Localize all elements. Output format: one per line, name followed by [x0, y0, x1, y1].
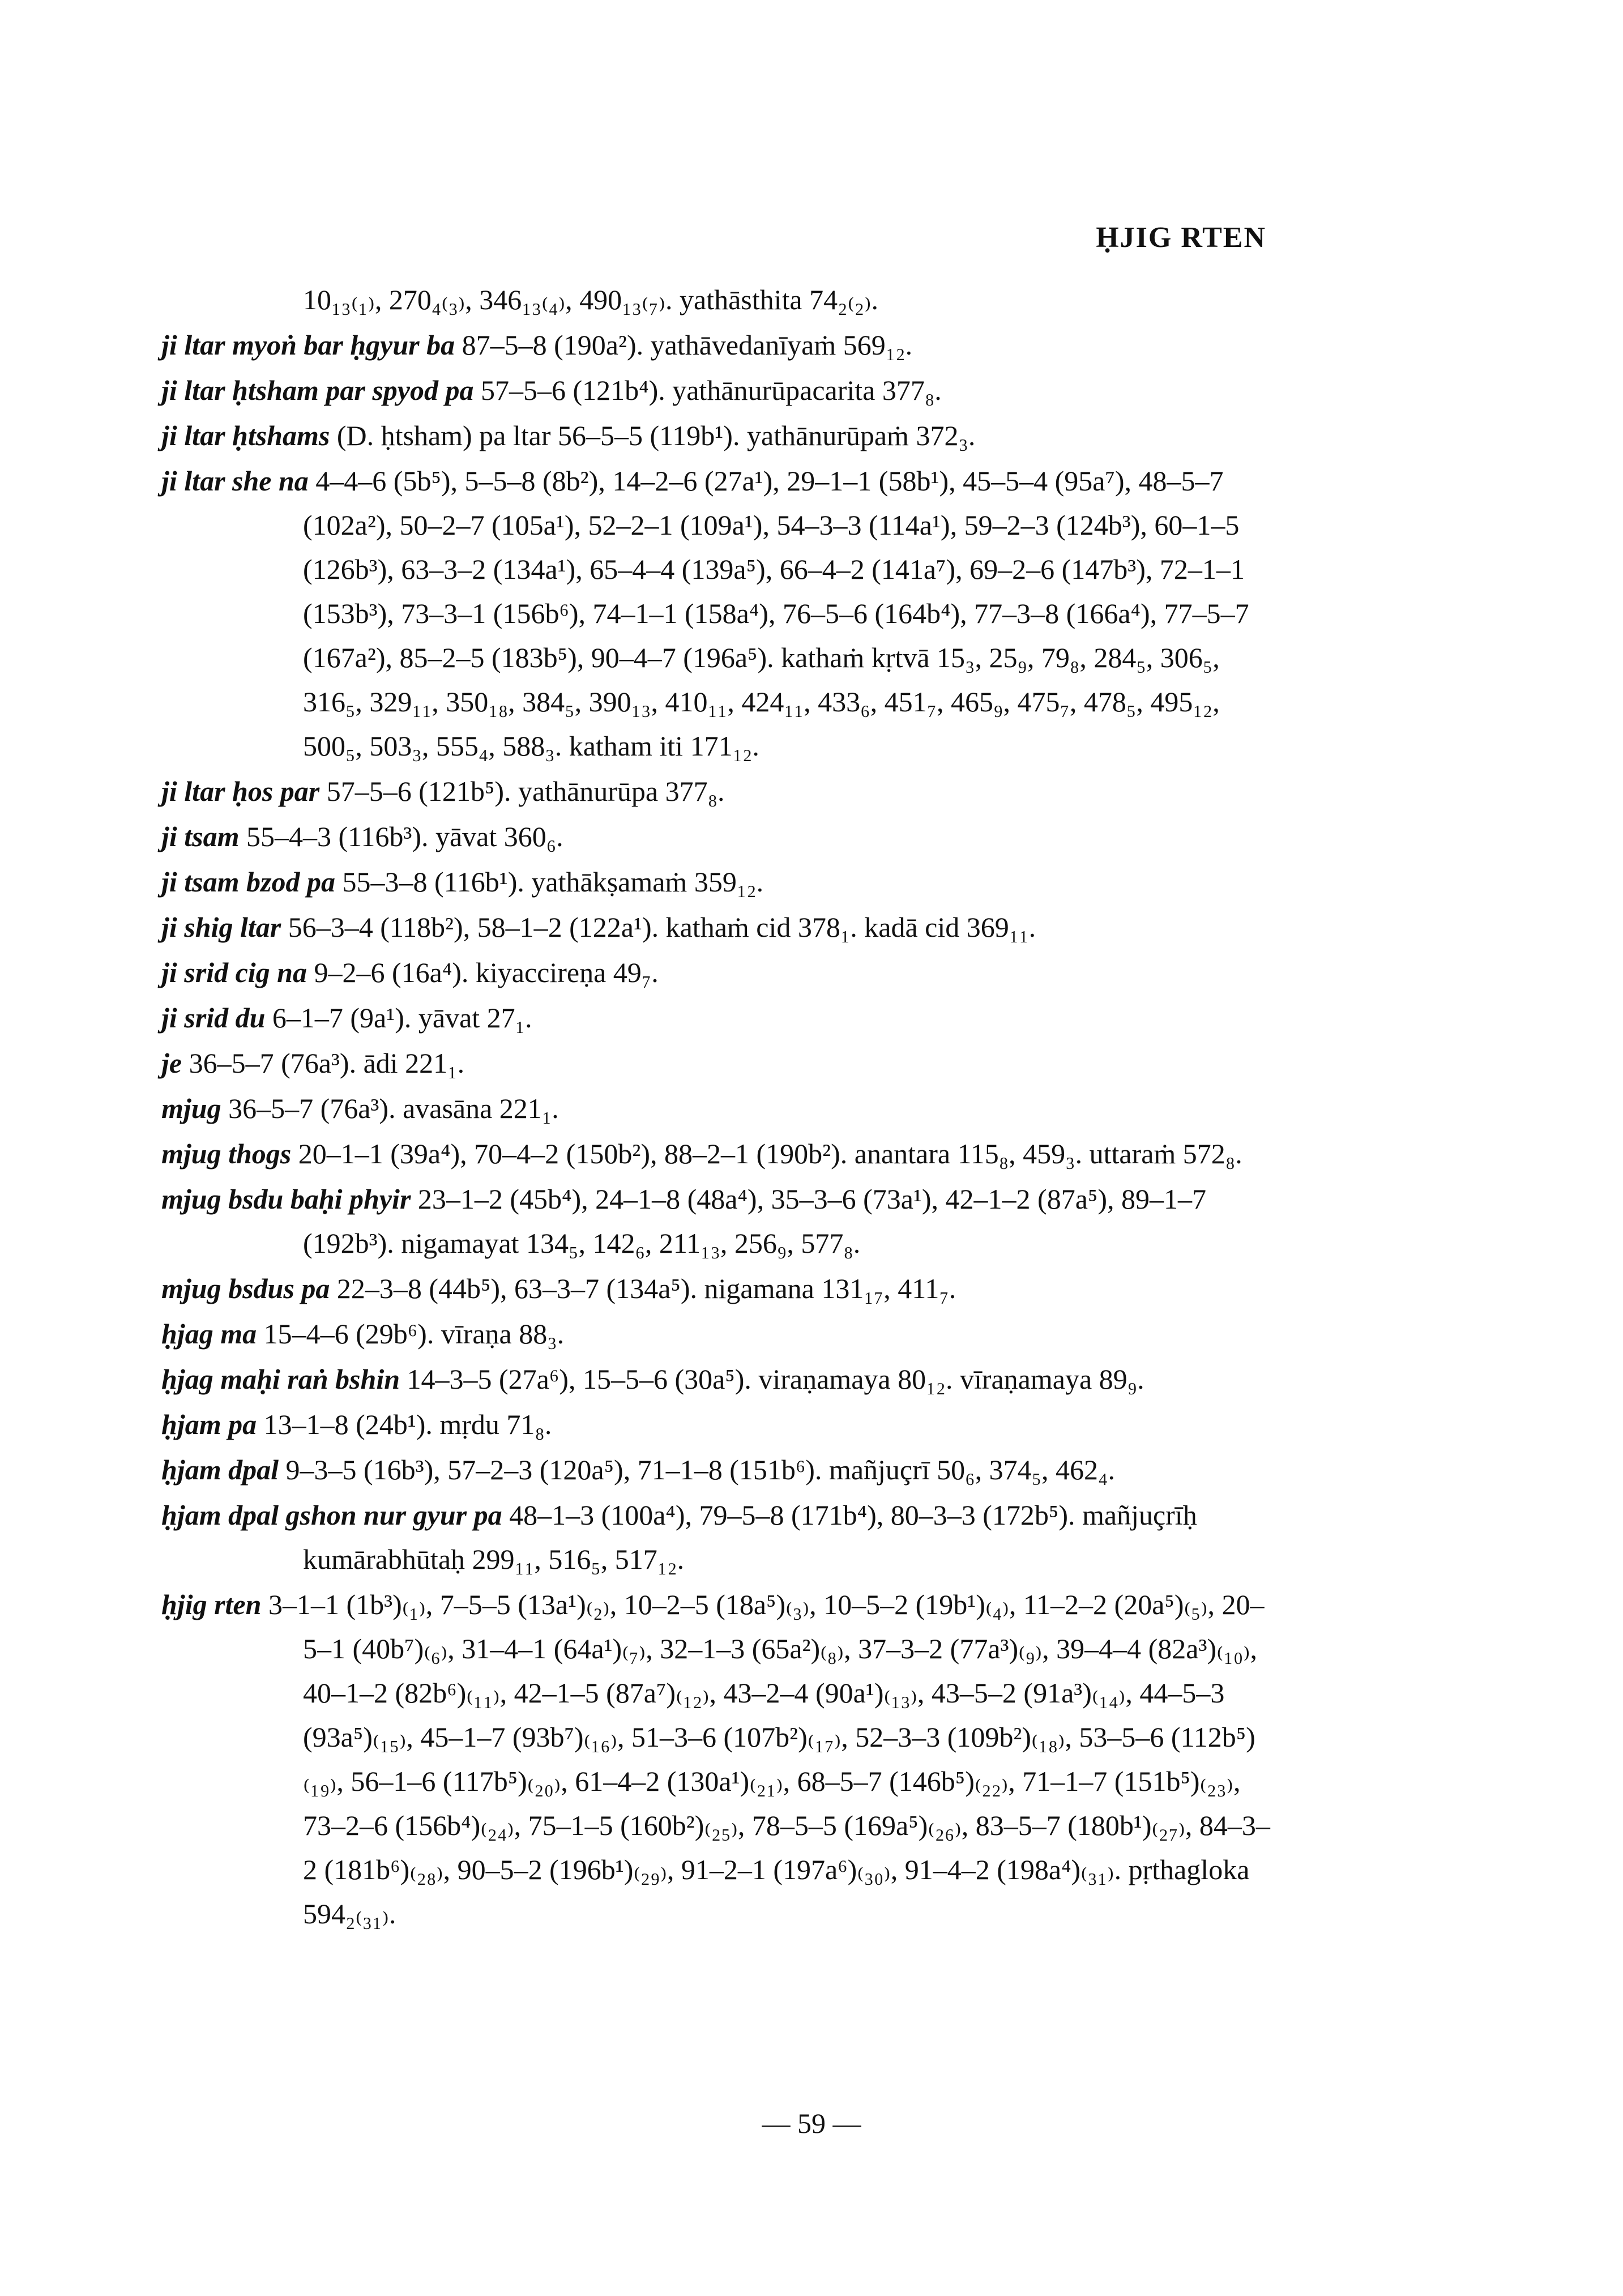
headword: ji srid du: [161, 1002, 266, 1034]
headword: mjug: [161, 1092, 221, 1124]
headword: je: [161, 1047, 182, 1079]
entry-text: 48–1–3 (100a⁴), 79–5–8 (171b⁴), 80–3–3 (172b⁵). mañjuçrīḥ kumārabhūtaḥ 299₁₁, 516₅, 517₁₂.: [303, 1499, 1197, 1575]
glossary-entry: [161, 1177, 1280, 1265]
running-head: ḤJIG RTEN: [1096, 221, 1266, 254]
headword: mjug thogs: [161, 1138, 292, 1170]
headword: ḥjig rten: [161, 1589, 262, 1620]
glossary-entry: [161, 1312, 1280, 1356]
entry-text: 3–1–1 (1b³)₍₁₎, 7–5–5 (13a¹)₍₂₎, 10–2–5 (18a⁵)₍₃₎, 10–5–2 (19b¹)₍₄₎, 11–2–2 (20a⁵)₍₅₎, 20–5–1 (40b⁷)₍₆₎, 31–4–1 (64a¹)₍₇₎, 32–1–3 (65a²)₍₈₎, 37–3–2 (77a³)₍₉₎, 39–4–4 (82a³)₍₁₀₎, 40–1–2 (82b⁶)₍₁₁₎, 42–1–5 (87a⁷)₍₁₂₎, 43–2–4 (90a¹)₍₁₃₎, 43–5–2 (91a³)₍₁₄₎, 44–5–3 (93a⁵)₍₁₅₎, 45–1–7 (93b⁷)₍₁₆₎, 51–3–6 (107b²)₍₁₇₎, 52–3–3 (109b²)₍₁₈₎, 53–5–6 (112b⁵)₍₁₉₎, 56–1–6 (117b⁵)₍₂₀₎, 61–4–2 (130a¹)₍₂₁₎, 68–5–7 (146b⁵)₍₂₂₎, 71–1–7 (151b⁵)₍₂₃₎, 73–2–6 (156b⁴)₍₂₄₎, 75–1–5 (160b²)₍₂₅₎, 78–5–5 (169a⁵)₍₂₆₎, 83–5–7 (180b¹)₍₂₇₎, 84–3–2 (181b⁶)₍₂₈₎, 90–5–2 (196b¹)₍₂₉₎, 91–2–1 (197a⁶)₍₃₀₎, 91–4–2 (198a⁴)₍₃₁₎. pṛthagloka 594₂₍₃₁₎.: [268, 1589, 1270, 1930]
headword: ji ltar ḥos par: [161, 775, 320, 807]
entry-text: 14–3–5 (27a⁶), 15–5–6 (30a⁵). viraṇamaya 80₁₂. vīraṇamaya 89₉.: [407, 1363, 1144, 1395]
entry-text: 22–3–8 (44b⁵), 63–3–7 (134a⁵). nigamana 131₁₇, 411₇.: [336, 1273, 956, 1304]
headword: ji srid cig na: [161, 957, 307, 988]
entry-text: 36–5–7 (76a³). avasāna 221₁.: [228, 1092, 559, 1124]
entry-text: 13–1–8 (24b¹). mṛdu 71₈.: [263, 1409, 552, 1440]
glossary-entry: [161, 368, 1280, 412]
glossary-entry: [161, 1086, 1280, 1130]
headword: mjug bsdu baḥi phyir: [161, 1183, 411, 1215]
headword: ji ltar ḥtshams: [161, 420, 330, 451]
headword: ji ltar myoṅ bar ḥgyur ba: [161, 329, 455, 361]
headword: ji ltar she na: [161, 465, 309, 497]
headword: ḥjam dpal gshon nur gyur pa: [161, 1499, 502, 1531]
entry-text: 87–5–8 (190a²). yathāvedanīyaṁ 569₁₂.: [462, 329, 913, 361]
entry-text: 56–3–4 (118b²), 58–1–2 (122a¹). kathaṁ cid 378₁. kadā cid 369₁₁.: [288, 911, 1036, 943]
headword: ji tsam: [161, 821, 240, 852]
headword: ḥjag maḥi raṅ bshin: [161, 1363, 400, 1395]
entry-text: 20–1–1 (39a⁴), 70–4–2 (150b²), 88–2–1 (190b²). anantara 115₈, 459₃. uttaraṁ 572₈.: [298, 1138, 1242, 1170]
headword: ḥjam pa: [161, 1409, 257, 1440]
headword: ji ltar ḥtsham par spyod pa: [161, 374, 474, 406]
glossary-entry: [161, 814, 1280, 859]
entry-text: 9–2–6 (16a⁴). kiyaccireṇa 49₇.: [314, 957, 659, 988]
glossary-entry: [161, 1132, 1280, 1176]
glossary-entry: [161, 1402, 1280, 1446]
headword: mjug bsdus pa: [161, 1273, 330, 1304]
glossary-entry: [161, 905, 1280, 949]
entry-continuation: [303, 278, 1280, 322]
glossary-entry: [161, 1357, 1280, 1401]
entry-text: 36–5–7 (76a³). ādi 221₁.: [189, 1047, 465, 1079]
entry-text: 15–4–6 (29b⁶). vīraṇa 88₃.: [263, 1318, 565, 1350]
entry-text: 10₁₃₍₁₎, 270₄₍₃₎, 346₁₃₍₄₎, 490₁₃₍₇₎. yathāsthita 74₂₍₂₎.: [303, 284, 879, 315]
headword: ḥjag ma: [161, 1318, 257, 1350]
entry-text: 23–1–2 (45b⁴), 24–1–8 (48a⁴), 35–3–6 (73a¹), 42–1–2 (87a⁵), 89–1–7 (192b³). nigamayat 134₅, 142₆, 211₁₃, 256₉, 577₈.: [303, 1183, 1206, 1259]
glossary-entry: [161, 459, 1280, 768]
glossary-entry: [161, 1582, 1280, 1936]
entry-text: 55–4–3 (116b³). yāvat 360₆.: [246, 821, 563, 852]
glossary-entry: [161, 996, 1280, 1040]
entry-text: 55–3–8 (116b¹). yathākṣamaṁ 359₁₂.: [342, 866, 764, 898]
glossary-entry: [161, 860, 1280, 904]
entry-text: 6–1–7 (9a¹). yāvat 27₁.: [272, 1002, 532, 1034]
glossary-entry: [161, 1266, 1280, 1311]
entry-text: 4–4–6 (5b⁵), 5–5–8 (8b²), 14–2–6 (27a¹), 29–1–1 (58b¹), 45–5–4 (95a⁷), 48–5–7 (102a²), 50–2–7 (105a¹), 52–2–1 (109a¹), 54–3–3 (114a¹), 59–2–3 (124b³), 60–1–5 (126b³), 63–3–2 (134a¹), 65–4–4 (139a⁵), 66–4–2 (141a⁷), 69–2–6 (147b³), 72–1–1 (153b³), 73–3–1 (156b⁶), 74–1–1 (158a⁴), 76–5–6 (164b⁴), 77–3–8 (166a⁴), 77–5–7 (167a²), 85–2–5 (183b⁵), 90–4–7 (196a⁵). kathaṁ kṛtvā 15₃, 25₉, 79₈, 284₅, 306₅, 316₅, 329₁₁, 350₁₈, 384₅, 390₁₃, 410₁₁, 424₁₁, 433₆, 451₇, 465₉, 475₇, 478₅, 495₁₂, 500₅, 503₃, 555₄, 588₃. katham iti 171₁₂.: [303, 465, 1249, 762]
entry-text: 9–3–5 (16b³), 57–2–3 (120a⁵), 71–1–8 (151b⁶). mañjuçrī 50₆, 374₅, 462₄.: [285, 1454, 1115, 1486]
page-number: — 59 —: [762, 2107, 861, 2139]
headword: ji tsam bzod pa: [161, 866, 335, 898]
glossary-entry: [161, 1493, 1280, 1581]
glossary-entry: [161, 413, 1280, 458]
entry-text: (D. ḥtsham) pa ltar 56–5–5 (119b¹). yathānurūpaṁ 372₃.: [336, 420, 976, 451]
headword: ḥjam dpal: [161, 1454, 279, 1486]
entry-text: 57–5–6 (121b⁵). yathānurūpa 377₈.: [326, 775, 725, 807]
headword: ji shig ltar: [161, 911, 281, 943]
glossary-entry: [161, 1448, 1280, 1492]
glossary-entries: [161, 278, 1280, 1937]
entry-text: 57–5–6 (121b⁴). yathānurūpacarita 377₈.: [481, 374, 942, 406]
glossary-entry: [161, 950, 1280, 995]
glossary-entry: [161, 1041, 1280, 1085]
glossary-entry: [161, 323, 1280, 367]
glossary-entry: [161, 769, 1280, 813]
